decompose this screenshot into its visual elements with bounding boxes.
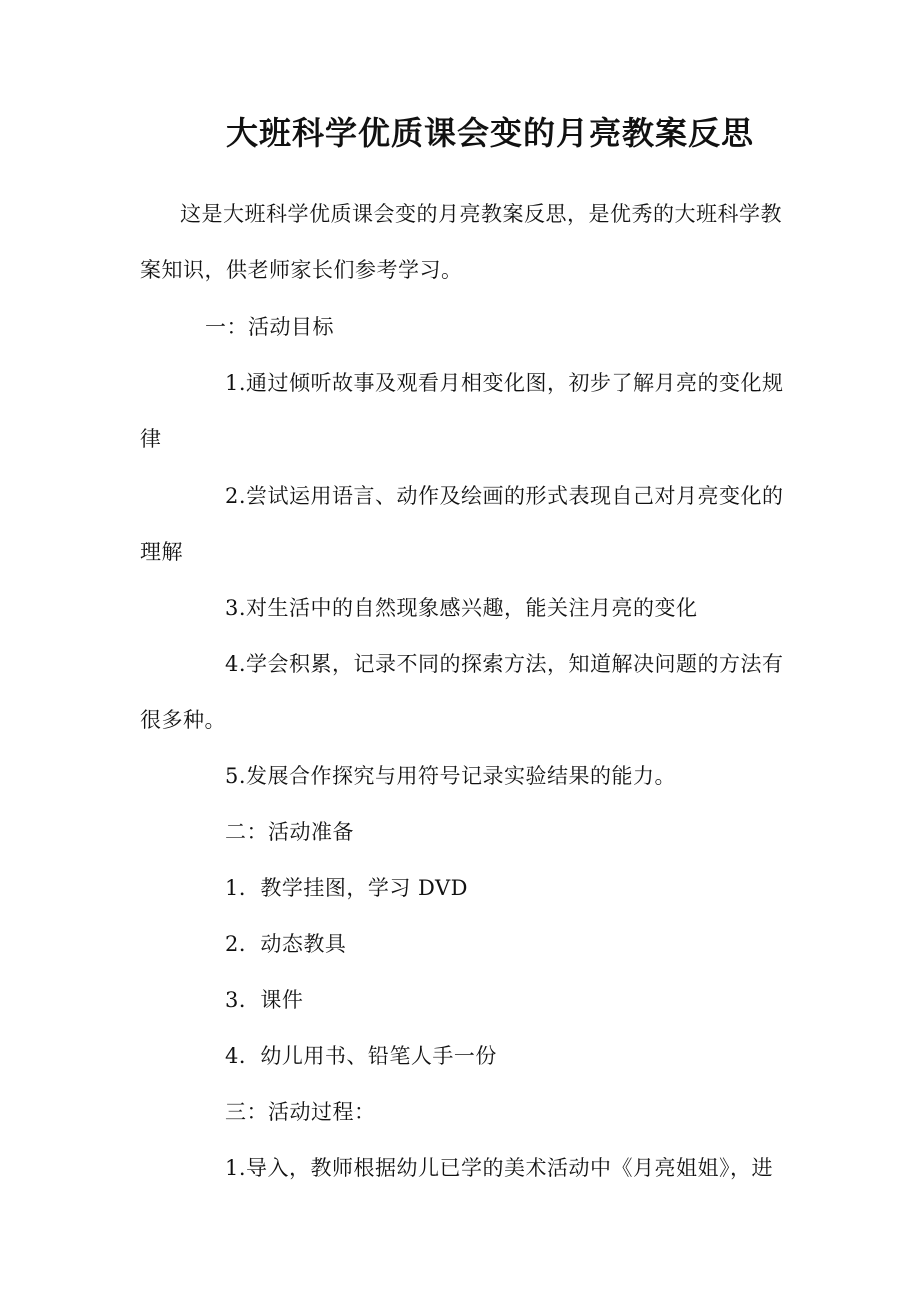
prep-item-4: 4．幼儿用书、铅笔人手一份	[225, 1044, 497, 1068]
intro-line-1: 这是大班科学优质课会变的月亮教案反思，是优秀的大班科学教	[180, 202, 782, 226]
goal-item-4-line-2: 很多种。	[140, 708, 226, 732]
section-heading-preparation: 二：活动准备	[225, 820, 354, 844]
prep-item-3: 3．课件	[225, 988, 304, 1012]
goal-item-3: 3.对生活中的自然现象感兴趣，能关注月亮的变化	[225, 596, 698, 620]
process-item-1-line-1: 1.导入，教师根据幼儿已学的美术活动中《月亮姐姐》，进	[225, 1156, 774, 1180]
intro-line-2: 案知识，供老师家长们参考学习。	[140, 258, 463, 282]
goal-item-5: 5.发展合作探究与用符号记录实验结果的能力。	[225, 764, 677, 788]
goal-item-4-line-1: 4.学会积累，记录不同的探索方法，知道解决问题的方法有	[225, 652, 784, 676]
goal-item-2-line-2: 理解	[140, 540, 183, 564]
section-heading-goals: 一：活动目标	[205, 315, 334, 339]
goal-item-2-line-1: 2.尝试运用语言、动作及绘画的形式表现自己对月亮变化的	[225, 484, 784, 508]
prep-item-2: 2．动态教具	[225, 932, 347, 956]
section-heading-process: 三：活动过程：	[225, 1100, 376, 1124]
document-title: 大班科学优质课会变的月亮教案反思	[225, 114, 754, 152]
goal-item-1-line-1: 1.通过倾听故事及观看月相变化图，初步了解月亮的变化规	[225, 371, 784, 395]
goal-item-1-line-2: 律	[140, 427, 162, 451]
prep-item-1: 1．教学挂图，学习 DVD	[225, 876, 469, 900]
